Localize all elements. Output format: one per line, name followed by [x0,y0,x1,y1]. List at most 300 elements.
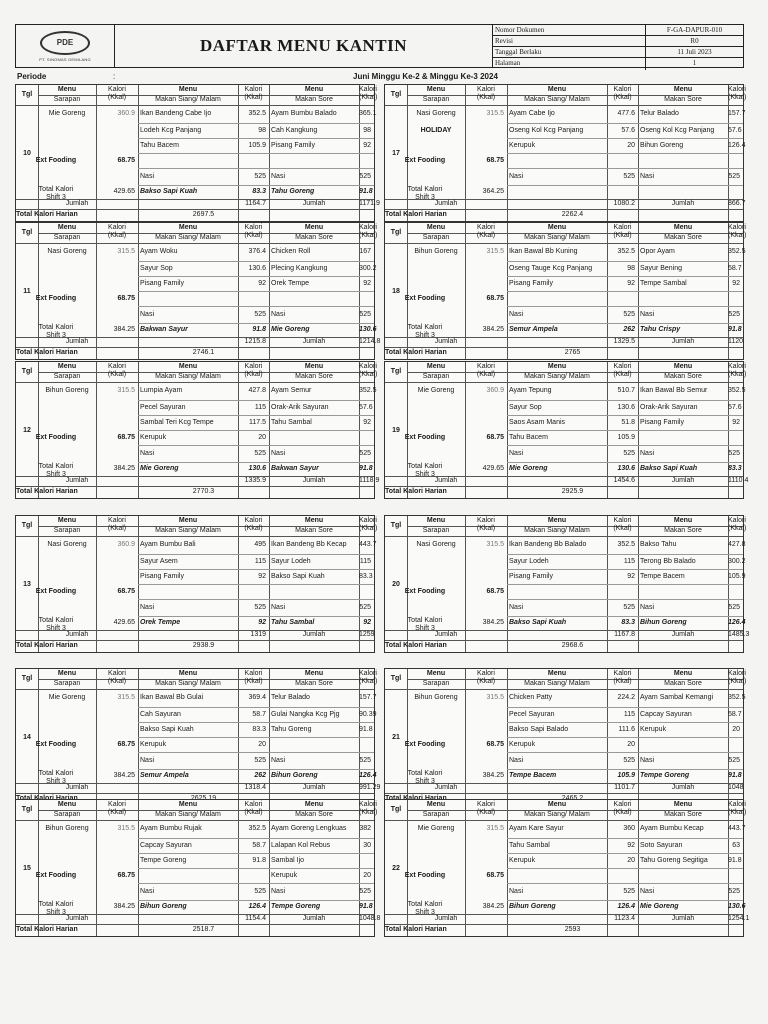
siang-kalori: 20 [258,741,266,748]
header-line: (Kkal) [476,525,496,532]
kalori-header [238,800,269,820]
kalori-header [728,223,747,243]
header-line: Kalori [359,86,377,93]
sore-item [271,291,359,306]
header-line: (Kkal) [359,809,378,816]
sore-item: Oseng Kol Kcg Panjang [640,127,715,134]
siang-kalori: 92 [258,573,266,580]
header-line: Kalori [477,801,495,808]
siang-item: Kerupuk [509,142,536,149]
sore-kalori: 57.6 [728,404,742,411]
sore-kalori: 300.2 [359,265,377,272]
header-line: Shift 3 [46,194,66,201]
sore-item: Sayur Bening [640,265,683,272]
header-line: Shift 3 [415,194,435,201]
header-line: Kalori [728,801,746,808]
sore-header: Makan Sore [664,811,702,818]
total-harian-label: Total Kalori Harian [16,211,78,218]
header-line: (Kkal) [244,525,263,532]
shift3-siang-item: Semur Ampela [140,772,189,779]
menu-header: Menu [547,670,567,677]
sore-item: Telur Balado [640,110,679,117]
sore-header: Makan Sore [664,234,702,241]
header-line: (Kkal) [476,94,496,101]
kalori-header [96,85,138,105]
siang-kalori: 105.9 [248,142,266,149]
siang-item: Ayam Bumbu Rujak [140,825,202,832]
header-line: Kalori [108,801,126,808]
sarapan-kalori: 360.9 [117,110,135,117]
siang-kalori: 495 [254,541,266,548]
periode-label: Periode [17,72,47,81]
sore-item: Pisang Family [640,419,684,426]
sore-item: Tempe Sambal [640,280,687,287]
sore-item: Nasi [640,888,655,895]
header-line: Kalori [477,86,495,93]
ext-fooding-kalori: 68.75 [486,588,504,595]
header-line: (Kkal) [107,94,127,101]
jumlah-label: Jumlah [671,784,695,791]
ext-fooding-kalori: 68.75 [486,872,504,879]
header-line: (Kkal) [728,232,747,239]
shift3-sore-item: Tempe Goreng [640,772,690,779]
kalori-header [96,669,138,689]
menu-header: Menu [426,86,446,93]
sore-kalori [728,153,743,168]
sarapan-header: Sarapan [422,527,450,534]
sore-item: Ayam Bumbu Balado [271,110,337,117]
siang-item [140,153,238,168]
day-date: 14 [23,734,31,741]
siang-kalori: 525 [254,757,266,764]
header-line: Kalori [359,517,377,524]
siang-item: Ayam Tepung [509,387,552,394]
header-line: (Kkal) [244,94,263,101]
kalori-header [96,516,138,536]
sore-item: Orak-Arik Sayuran [640,404,698,411]
jumlah-label: Jumlah [434,915,458,922]
header-line: (Kkal) [107,371,127,378]
shift3-siang-kalori: 83.3 [252,188,266,195]
shift3-siang-item: Tempe Bacem [509,772,557,779]
jumlah-label: Jumlah [65,631,89,638]
menu-header: Menu [178,670,198,677]
tgl-header: Tgl [21,675,33,682]
siang-header: Makan Siang/ Malam [524,234,590,241]
kalori-header [465,669,507,689]
total-harian-label: Total Kalori Harian [16,642,78,649]
sore-kalori: 98 [363,127,371,134]
sore-item [640,153,728,168]
siang-item [140,584,238,599]
siang-item: Kerupuk [140,434,167,441]
shift3-siang-item [509,185,607,199]
siang-item [509,153,607,168]
header-line: Kalori [477,670,495,677]
header-line: Kalori [359,363,377,370]
jumlah-siang: 1329.5 [613,338,635,345]
header-line: Kalori [359,801,377,808]
day-date: 22 [392,865,400,872]
ext-fooding-kalori: 68.75 [486,434,504,441]
sarapan-header: Sarapan [53,527,81,534]
siang-item: Nasi [509,450,524,457]
sore-item [640,868,728,883]
siang-item: Bakso Sapi Kuah [140,726,194,733]
sore-item: Bakso Sapi Kuah [271,573,325,580]
tgl-header: Tgl [390,675,402,682]
sore-item: Ikan Bawal Bb Semur [640,387,708,394]
header-line: Shift 3 [46,778,66,785]
jumlah-sore: 1118.9 [359,477,380,484]
siang-kalori: 98 [627,265,635,272]
jumlah-sore: 991.29 [359,784,381,791]
sore-kalori [728,291,743,306]
sore-kalori: 92 [363,280,371,287]
sore-item: Capcay Sayuran [640,711,692,718]
sore-item: Pisang Family [271,142,315,149]
sore-header: Makan Sore [295,680,333,687]
sore-kalori [359,853,374,868]
header-line: Kalori [244,670,263,677]
shift3-siang-kalori: 91.8 [252,326,266,333]
header-line: Shift 3 [46,909,66,916]
siang-header: Makan Siang/ Malam [524,811,590,818]
shift3-siang-kalori: 126.4 [248,903,266,910]
kalori-header [607,85,638,105]
sore-kalori: 427.8 [728,541,746,548]
sore-item [640,737,728,752]
header-line: Kalori [108,224,126,231]
siang-kalori: 525 [623,604,635,611]
sore-kalori: 115 [359,558,371,565]
jumlah-label: Jumlah [671,915,695,922]
shift3-sore-kalori: 91.8 [359,465,373,472]
kalori-header [728,800,747,820]
header-line: (Kkal) [728,94,747,101]
siang-kalori [238,291,269,306]
header-line: Kalori [728,670,746,677]
shift3-sore-kalori [728,185,743,199]
sore-item: Ayam Sambal Kemangi [640,694,714,701]
sore-kalori: 525 [359,173,371,180]
shift3-siang-item: Bakwan Sayur [140,326,188,333]
total-shift-label [385,616,465,630]
menu-header: Menu [426,517,446,524]
ext-fooding-label: Ext Fooding [35,741,77,748]
header-line: Shift 3 [415,909,435,916]
siang-item [509,584,607,599]
logo-subtext: PT. SINOMAS GEMILANG [39,56,91,62]
ext-fooding-label: Ext Fooding [404,157,446,164]
total-shift-kalori: 384.25 [482,326,504,333]
day-date: 18 [392,288,400,295]
shift3-siang-kalori: 92 [258,619,266,626]
siang-item: Kerupuk [509,857,536,864]
menu-header: Menu [426,363,446,370]
sore-item: Lalapan Kol Rebus [271,842,331,849]
header-line: Shift 3 [415,332,435,339]
menu-header: Menu [426,224,446,231]
sore-kalori: 525 [728,604,740,611]
siang-kalori: 115 [623,711,635,718]
menu-header: Menu [673,86,693,93]
sore-kalori: 365.1 [359,110,377,117]
sarapan-item: Nasi Goreng [416,110,456,117]
siang-item [509,291,607,306]
shift3-siang-kalori: 130.6 [617,465,635,472]
siang-item: Ikan Bandeng Cabe Ijo [140,110,212,117]
siang-item: Kerupuk [509,741,536,748]
day-table [384,361,749,499]
menu-header: Menu [57,86,77,93]
shift3-siang-kalori: 130.6 [248,465,266,472]
shift3-sore-item: Mie Goreng [640,903,679,910]
siang-header: Makan Siang/ Malam [155,373,221,380]
siang-item: Nasi [140,604,155,611]
jumlah-siang: 1167.8 [614,631,635,638]
sore-item: Nasi [271,173,286,180]
total-harian-label: Total Kalori Harian [385,211,447,218]
kalori-header [96,223,138,243]
sore-item: Gulai Nangka Kcg Pjg [271,711,340,718]
shift3-sore-kalori: 91.8 [359,903,373,910]
header-line: Kalori [108,517,126,524]
sore-header: Makan Sore [664,96,702,103]
siang-item: Sambal Teri Kcg Tempe [140,419,214,426]
siang-kalori: 98 [258,127,266,134]
sore-item: Kerupuk [271,872,298,879]
siang-kalori: 20 [627,142,635,149]
siang-kalori: 57.6 [621,127,635,134]
day-table [384,668,747,806]
siang-item: Nasi [509,888,524,895]
sore-kalori: 91.8 [359,726,373,733]
shift3-sore-item: Bihun Goreng [640,619,687,626]
total-shift-label [385,462,465,476]
sore-kalori: 525 [359,604,371,611]
day-table [15,222,381,360]
menu-header: Menu [57,517,77,524]
jumlah-siang: 1123.4 [614,915,635,922]
header-line: Kalori [244,801,263,808]
sore-kalori [728,737,743,752]
siang-item: Oseng Kol Kcg Panjang [509,127,584,134]
siang-kalori: 111.6 [618,726,635,733]
sore-kalori: 63 [732,842,740,849]
siang-kalori: 130.6 [617,404,635,411]
total-shift-kalori: 364.25 [482,188,504,195]
sore-item: Chicken Roll [271,248,311,255]
siang-kalori: 58.7 [252,711,266,718]
sarapan-kalori: 315.5 [117,825,135,832]
jumlah-siang: 1454.6 [613,477,635,484]
shift3-siang-kalori: 105.9 [617,772,635,779]
jumlah-label: Jumlah [302,631,326,638]
siang-kalori: 525 [254,173,266,180]
menu-header: Menu [547,801,567,808]
total-harian-label: Total Kalori Harian [385,642,447,649]
header-line: (Kkal) [476,809,496,816]
sore-kalori [728,584,743,599]
header-line: Kalori [244,363,263,370]
tgl-header: Tgl [390,91,402,98]
periode-value: Juni Minggu Ke-2 & Minggu Ke-3 2024 [353,72,498,81]
total-harian-label: Total Kalori Harian [16,488,78,495]
jumlah-sore: 1259 [359,631,375,638]
sore-kalori: 157.7 [728,110,746,117]
sore-item: Nasi [640,450,655,457]
doc-info-value: 11 Juli 2023 [677,48,712,56]
header-line: Total Kalori [407,770,443,777]
siang-kalori [238,153,269,168]
total-harian-value: 2697.5 [192,211,215,218]
jumlah-label: Jumlah [65,338,89,345]
kalori-header [359,516,378,536]
siang-item: Pecel Sayuran [140,404,186,411]
ext-fooding-label: Ext Fooding [404,872,446,879]
total-harian-label: Total Kalori Harian [16,926,78,933]
sore-kalori [359,291,374,306]
siang-kalori: 91.8 [252,857,266,864]
total-harian-value: 2925.9 [561,488,584,495]
siang-kalori: 352.5 [617,541,635,548]
periode-colon: : [113,72,116,81]
sore-item: Tahu Goreng Segitiga [640,857,708,864]
menu-header: Menu [304,517,324,524]
sore-kalori: 525 [728,173,740,180]
siang-kalori: 92 [627,280,635,287]
siang-kalori: 525 [254,311,266,318]
siang-kalori: 525 [623,888,635,895]
siang-header: Makan Siang/ Malam [524,373,590,380]
total-shift-kalori: 429.65 [113,619,135,626]
jumlah-label: Jumlah [65,477,89,484]
header-line: (Kkal) [244,809,263,816]
total-shift-label [16,769,96,783]
jumlah-siang: 1215.8 [244,338,266,345]
siang-item: Sayur Sop [140,265,173,272]
sore-item: Nasi [271,450,286,457]
doc-info-value: R0 [690,37,699,45]
jumlah-label: Jumlah [434,631,458,638]
sore-item [271,430,359,445]
siang-item: Pisang Family [509,280,553,287]
siang-kalori: 352.5 [248,110,266,117]
siang-kalori [238,584,269,599]
shift3-sore-item: Bakso Sapi Kuah [640,465,698,472]
shift3-siang-item: Bakso Sapi Kuah [509,619,567,626]
total-shift-kalori: 384.25 [113,465,135,472]
jumlah-siang: 1164.7 [245,200,266,207]
sore-kalori: 58.7 [728,265,742,272]
day-date: 15 [23,865,31,872]
header-line: Total Kalori [407,186,443,193]
doc-info-label: Tanggal Berlaku [493,47,646,57]
shift3-sore-item [640,185,728,199]
siang-kalori: 224.2 [617,694,635,701]
menu-header: Menu [304,224,324,231]
jumlah-sore: 1120 [728,338,744,345]
doc-info-value: F-GA-DAPUR-010 [666,26,723,34]
header-line: Total Kalori [38,901,74,908]
header-line: Kalori [613,363,632,370]
day-table [384,799,750,937]
doc-info-label: Revisi [493,36,646,46]
shift3-sore-kalori: 126.4 [728,619,746,626]
siang-kalori: 525 [254,450,266,457]
sore-kalori: 126.4 [728,142,746,149]
sore-kalori: 90.39 [359,711,377,718]
siang-item: Lumpia Ayam [140,387,183,394]
siang-header: Makan Siang/ Malam [524,96,590,103]
siang-kalori: 525 [623,757,635,764]
sore-item: Nasi [640,604,655,611]
jumlah-sore: 1214.8 [359,338,381,345]
header-line: (Kkal) [476,232,496,239]
sore-item: Nasi [640,311,655,318]
siang-item: Sayur Lodeh [509,558,549,565]
logo-mark: PDE [40,31,90,55]
sore-kalori: 58.7 [728,711,742,718]
siang-kalori: 525 [254,604,266,611]
sarapan-kalori: 315.5 [117,387,135,394]
siang-item: Sayur Asem [140,558,178,565]
jumlah-siang: 1154.4 [245,915,266,922]
sore-kalori: 20 [363,872,371,879]
jumlah-siang: 1335.9 [244,477,266,484]
siang-kalori: 105.9 [617,434,635,441]
shift3-sore-item: Tahu Crispy [640,326,681,333]
siang-kalori: 369.4 [248,694,266,701]
shift3-siang-kalori: 83.3 [621,619,635,626]
siang-kalori: 525 [254,888,266,895]
sore-kalori: 92 [363,419,371,426]
header-line: Kalori [244,224,263,231]
kalori-header [465,223,507,243]
jumlah-label: Jumlah [302,915,326,922]
siang-item: Sayur Sop [509,404,542,411]
sore-kalori: 92 [363,142,371,149]
tgl-header: Tgl [21,229,33,236]
shift3-siang-item: Orek Tempe [140,619,181,626]
kalori-header [238,223,269,243]
siang-item: Tahu Bacem [509,434,548,441]
sore-item [271,584,359,599]
header-line: Shift 3 [415,471,435,478]
tgl-header: Tgl [390,229,402,236]
header-line: Kalori [359,670,377,677]
sore-item: Nasi [271,604,286,611]
sore-kalori: 525 [359,757,371,764]
jumlah-label: Jumlah [302,477,326,484]
sarapan-header: Sarapan [422,680,450,687]
jumlah-label: Jumlah [302,784,326,791]
siang-kalori [607,584,638,599]
header-line: Total Kalori [38,617,74,624]
sore-header: Makan Sore [664,373,702,380]
siang-kalori: 58.7 [252,842,266,849]
shift3-siang-kalori [607,185,638,199]
jumlah-label: Jumlah [65,784,89,791]
sore-kalori: 167 [359,248,371,255]
header-line: Total Kalori [407,324,443,331]
ext-fooding-label: Ext Fooding [35,588,77,595]
menu-header: Menu [673,224,693,231]
menu-header: Menu [178,224,198,231]
siang-kalori: 20 [258,434,266,441]
shift3-siang-item: Semur Ampela [509,326,558,333]
